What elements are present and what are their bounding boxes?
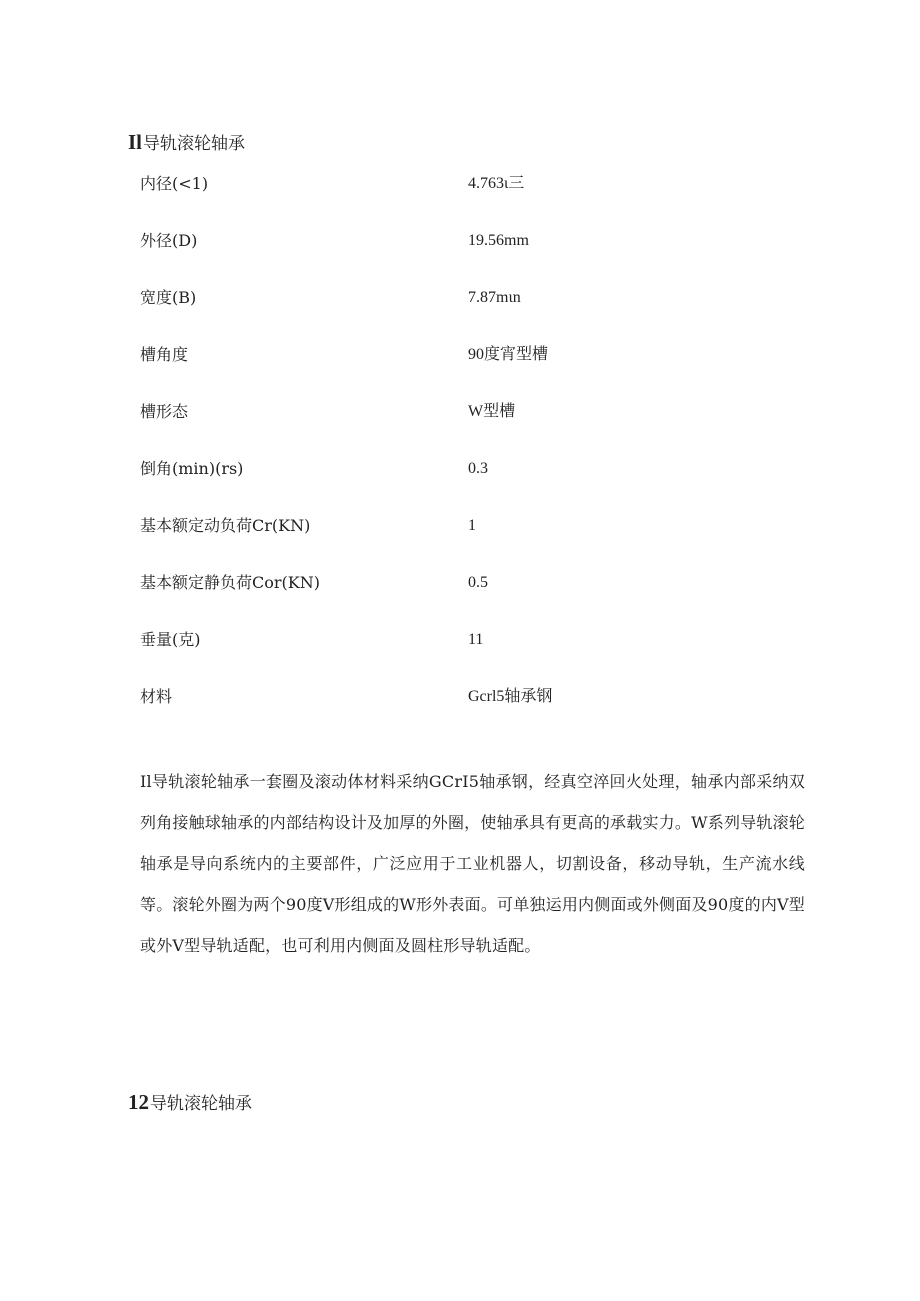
section-number: 12: [128, 1090, 149, 1114]
spec-value: 11: [468, 631, 484, 648]
spec-value: Gcrl5轴承钢: [468, 688, 553, 705]
description-paragraph: Il导轨滚轮轴承一套圈及滚动体材料采纳GCrI5轴承钢，经真空淬回火处理，轴承内部采纳双列角接触球轴承的内部结构设计及加厚的外圈，使轴承具有更高的承载实力。W系列导轨滚轮轴承是导向系统内的主要部件，广泛应用于工业机器人，切割设备，移动导轨，生产流水线等。滚轮外圈为两个90度V形组成的W形外表面。可单独运用内侧面或外侧面及90度的内V型或外V型导轨适配，也可利用内侧面及圆柱形导轨适配。: [140, 772, 805, 955]
spec-label: 材料: [140, 687, 173, 706]
spec-row-groove-shape: [140, 398, 700, 455]
spec-row-chamfer: [140, 455, 700, 512]
section-number: Il: [128, 130, 143, 154]
spec-row-width: [140, 284, 700, 341]
spec-value: 90度宵型槽: [468, 346, 549, 363]
spec-label: 槽形态: [140, 402, 189, 421]
spec-value: 0.3: [468, 460, 488, 477]
spec-table: [140, 170, 700, 740]
spec-label: 基本额定静负荷Cor(KN): [140, 573, 320, 592]
section-heading-11: [128, 130, 245, 156]
spec-value: W型槽: [468, 403, 516, 420]
spec-label: 垂量(克): [140, 630, 201, 649]
section-title: 导轨滚轮轴承: [143, 134, 246, 154]
spec-label: 内径(<1): [140, 174, 209, 193]
spec-label: 倒角(min)(rs): [140, 459, 244, 478]
spec-value: 7.87mιn: [468, 289, 521, 306]
spec-row-groove-angle: [140, 341, 700, 398]
spec-row-inner-diameter: [140, 170, 700, 227]
spec-row-weight: [140, 626, 700, 683]
spec-row-dynamic-load: [140, 512, 700, 569]
section-heading-12: [128, 1090, 252, 1116]
spec-row-outer-diameter: [140, 227, 700, 284]
spec-value: 0.5: [468, 574, 488, 591]
spec-label: 外径(D): [140, 231, 198, 250]
spec-row-material: [140, 683, 700, 740]
section-title: 导轨滚轮轴承: [150, 1094, 252, 1114]
spec-value: 1: [468, 517, 476, 534]
spec-value: 19.56mm: [468, 232, 529, 249]
spec-label: 槽角度: [140, 345, 189, 364]
spec-label: 宽度(B): [140, 288, 197, 307]
spec-label: 基本额定动负荷Cr(KN): [140, 516, 311, 535]
spec-row-static-load: [140, 569, 700, 626]
spec-value: 4.763ι三: [468, 175, 525, 192]
